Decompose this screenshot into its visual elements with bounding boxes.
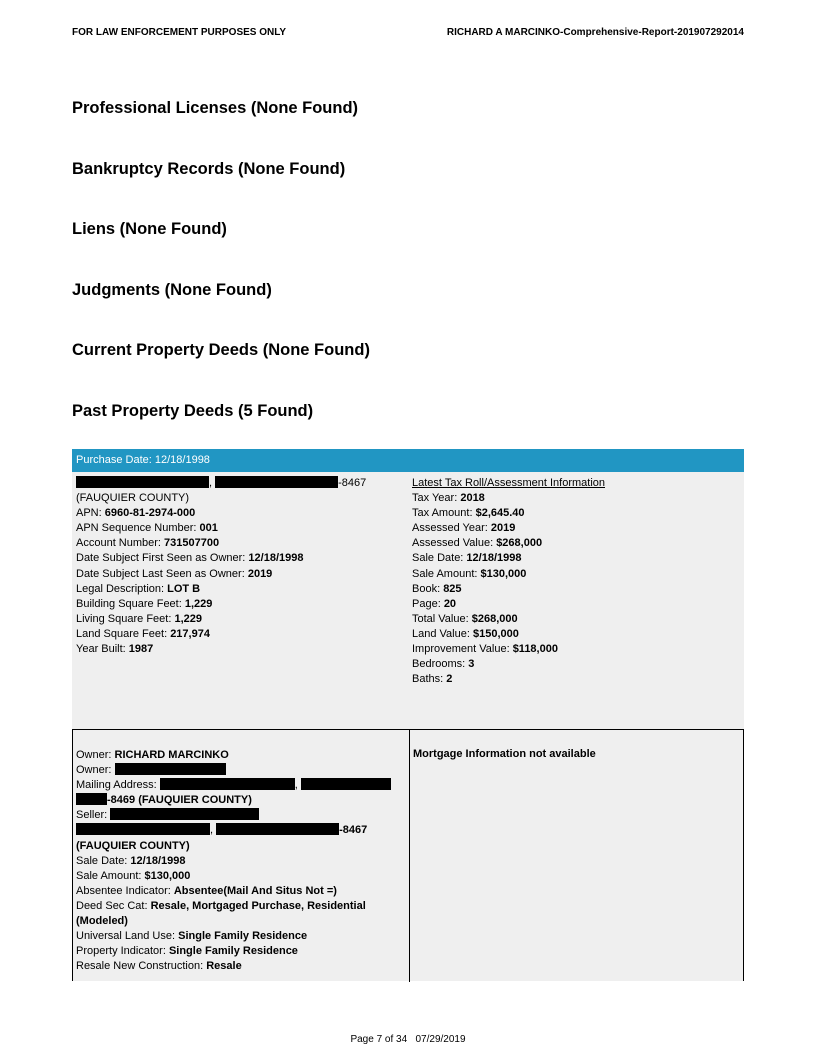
redaction-bar xyxy=(76,793,107,805)
field-label: Improvement Value: xyxy=(412,643,513,656)
owner-value: RICHARD MARCINKO xyxy=(114,749,229,761)
field-value: Absentee(Mail And Situs Not =) xyxy=(173,884,337,897)
field-label: APN: xyxy=(76,507,105,520)
field-value: $130,000 xyxy=(480,567,527,580)
redaction-bar xyxy=(301,778,391,790)
field-row xyxy=(412,657,742,672)
field-row xyxy=(412,551,742,566)
ownership-fields xyxy=(76,854,404,899)
field-row xyxy=(412,642,742,657)
field-label: Tax Year: xyxy=(412,492,461,505)
mortgage-info: Mortgage Information not available xyxy=(413,748,596,760)
redaction-bar xyxy=(76,476,209,488)
field-row xyxy=(76,567,406,582)
deed-tax-fields xyxy=(412,491,742,687)
address-separator: , xyxy=(209,477,213,489)
field-label: Resale New Construction: xyxy=(76,960,207,973)
field-label: Universal Land Use: xyxy=(76,930,179,943)
deed-sec-cat-line xyxy=(76,899,404,914)
field-row xyxy=(412,627,742,642)
mailing-label: Mailing Address: xyxy=(76,779,160,792)
field-value: $150,000 xyxy=(472,627,519,640)
field-value: $268,000 xyxy=(471,612,518,625)
tax-roll-title: Latest Tax Roll/Assessment Information xyxy=(412,477,605,489)
owner-line-2 xyxy=(76,763,404,778)
mailing-suffix: -8469 (FAUQUIER COUNTY) xyxy=(107,794,252,807)
field-label: Baths: xyxy=(412,673,447,686)
field-value: 001 xyxy=(199,522,218,535)
field-value: $118,000 xyxy=(512,643,558,656)
field-value: $2,645.40 xyxy=(475,507,525,520)
redaction-bar xyxy=(115,763,226,775)
deed-sec-cat-value-2: (Modeled) xyxy=(76,915,128,928)
seller-county-line xyxy=(76,839,404,854)
field-value: 2019 xyxy=(247,567,273,580)
field-label: Date Subject First Seen as Owner: xyxy=(76,552,249,565)
section-professional-licenses: Professional Licenses (None Found) xyxy=(72,99,359,117)
field-label: Building Square Feet: xyxy=(76,597,185,610)
field-row xyxy=(76,506,406,521)
field-row xyxy=(76,944,404,959)
owner-label: Owner: xyxy=(76,749,115,761)
field-label: Total Value: xyxy=(412,612,472,625)
section-judgments: Judgments (None Found) xyxy=(72,281,272,299)
field-row xyxy=(76,929,404,944)
field-label: Tax Amount: xyxy=(412,507,476,520)
deed-property-fields xyxy=(76,506,406,657)
header-left-text: FOR LAW ENFORCEMENT PURPOSES ONLY xyxy=(72,27,287,38)
section-liens: Liens (None Found) xyxy=(72,220,227,238)
field-row xyxy=(76,869,404,884)
redaction-bar xyxy=(110,808,259,820)
mailing-separator: , xyxy=(294,779,298,792)
past-deed-record xyxy=(72,449,744,729)
seller-line xyxy=(76,808,404,823)
field-value: 20 xyxy=(443,597,457,610)
field-label: Account Number: xyxy=(76,537,165,550)
field-label: Sale Date: xyxy=(76,854,131,867)
field-label: Land Square Feet: xyxy=(76,627,171,640)
field-label: Book: xyxy=(412,582,444,595)
field-value: 2018 xyxy=(460,492,485,505)
deed-sec-cat-label: Deed Sec Cat: xyxy=(76,899,151,912)
field-label: Assessed Year: xyxy=(412,522,491,535)
field-label: APN Sequence Number: xyxy=(76,522,200,535)
field-value: 217,974 xyxy=(170,627,210,640)
deed-tax-column xyxy=(412,476,742,687)
field-label: Date Subject Last Seen as Owner: xyxy=(76,567,248,580)
deed-property-column xyxy=(76,476,406,657)
page-number: Page 7 of 34 xyxy=(350,1034,408,1045)
field-value: 731507700 xyxy=(164,537,220,550)
field-row xyxy=(412,521,742,536)
field-value: LOT B xyxy=(167,582,201,595)
field-value: Resale xyxy=(206,960,242,973)
field-row xyxy=(76,551,406,566)
redaction-bar xyxy=(215,476,338,488)
ownership-details xyxy=(76,748,404,974)
field-row xyxy=(76,521,406,536)
deed-county: (FAUQUIER COUNTY) xyxy=(76,492,190,505)
deed-sec-cat-line-2 xyxy=(76,914,404,929)
mailing-address-line-2 xyxy=(76,793,404,808)
seller-label: Seller: xyxy=(76,809,111,822)
section-past-property-deeds: Past Property Deeds (5 Found) xyxy=(72,402,314,420)
header-report-title: RICHARD A MARCINKO-Comprehensive-Report-201907292014 xyxy=(446,27,744,38)
seller-address-line xyxy=(76,823,404,838)
owner-line xyxy=(76,748,404,763)
field-value: Single Family Residence xyxy=(168,945,298,958)
field-row xyxy=(412,567,742,582)
redaction-bar xyxy=(160,778,295,790)
ownership-box xyxy=(72,729,744,981)
field-row xyxy=(412,536,742,551)
section-current-property-deeds: Current Property Deeds (None Found) xyxy=(72,341,370,359)
field-value: 12/18/1998 xyxy=(248,552,304,565)
field-label: Sale Date: xyxy=(412,552,467,565)
field-value: 1987 xyxy=(128,643,154,656)
field-row xyxy=(76,884,404,899)
field-row xyxy=(76,854,404,869)
field-row xyxy=(76,627,406,642)
section-bankruptcy-records: Bankruptcy Records (None Found) xyxy=(72,160,346,178)
field-label: Year Built: xyxy=(76,643,129,656)
field-row xyxy=(412,491,742,506)
field-value: 1,229 xyxy=(184,597,213,610)
field-row xyxy=(76,536,406,551)
deed-sec-cat-value: Resale, Mortgaged Purchase, Residential xyxy=(150,899,366,912)
field-row xyxy=(412,506,742,521)
field-row xyxy=(76,959,404,974)
ownership-column-divider xyxy=(409,730,410,982)
field-value: 12/18/1998 xyxy=(466,552,522,565)
owner-label: Owner: xyxy=(76,764,115,777)
ownership-fields-2 xyxy=(76,929,404,974)
field-value: 3 xyxy=(468,658,475,671)
field-row xyxy=(412,597,742,612)
field-label: Legal Description: xyxy=(76,582,168,595)
field-row xyxy=(76,597,406,612)
redaction-bar xyxy=(76,823,210,835)
field-value: $268,000 xyxy=(496,537,543,550)
field-row xyxy=(412,582,742,597)
field-label: Land Value: xyxy=(412,627,473,640)
field-row xyxy=(412,612,742,627)
field-value: 2 xyxy=(446,673,453,686)
field-label: Absentee Indicator: xyxy=(76,884,174,897)
mailing-address-line xyxy=(76,778,404,793)
deed-purchase-date: Purchase Date: 12/18/1998 xyxy=(72,449,744,472)
field-value: 1,229 xyxy=(174,612,202,625)
page-footer xyxy=(0,1034,816,1045)
field-label: Bedrooms: xyxy=(412,658,469,671)
redaction-bar xyxy=(216,823,339,835)
address-suffix: -8467 xyxy=(338,477,367,489)
seller-county: (FAUQUIER COUNTY) xyxy=(76,839,190,852)
field-label: Property Indicator: xyxy=(76,945,169,958)
field-row xyxy=(76,612,406,627)
field-label: Sale Amount: xyxy=(412,567,481,580)
field-value: Single Family Residence xyxy=(178,930,308,943)
field-value: 825 xyxy=(443,582,462,595)
field-label: Living Square Feet: xyxy=(76,612,175,625)
field-row xyxy=(76,582,406,597)
seller-separator: , xyxy=(210,824,214,837)
deed-address-line xyxy=(76,476,406,491)
field-row xyxy=(76,642,406,657)
seller-suffix: -8467 xyxy=(339,824,368,837)
field-value: $130,000 xyxy=(144,869,191,882)
deed-details xyxy=(72,472,744,729)
field-value: 2019 xyxy=(490,522,516,535)
field-row xyxy=(412,672,742,687)
field-label: Page: xyxy=(412,597,444,610)
field-value: 6960-81-2974-000 xyxy=(104,507,196,520)
field-label: Assessed Value: xyxy=(412,537,497,550)
field-label: Sale Amount: xyxy=(76,869,145,882)
field-value: 12/18/1998 xyxy=(130,854,186,867)
footer-date: 07/29/2019 xyxy=(415,1034,466,1045)
